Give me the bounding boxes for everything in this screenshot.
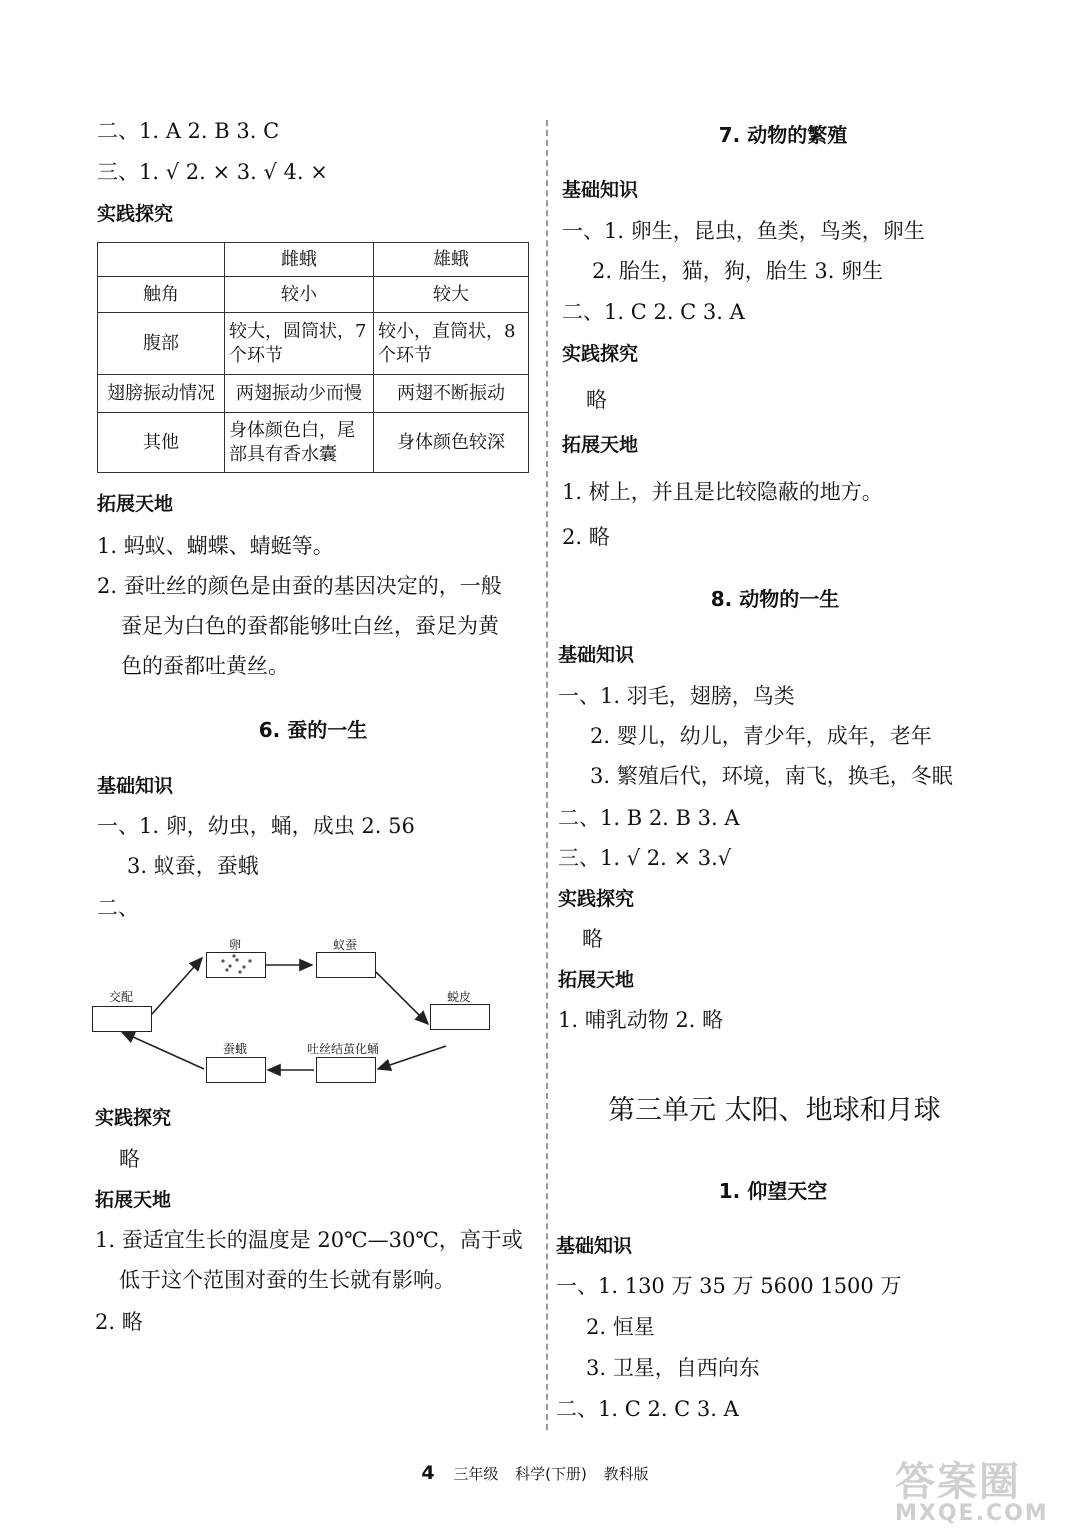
footer-grade: 三年级 (453, 1465, 499, 1483)
unit-title: 第三单元 太阳、地球和月球 (608, 1095, 941, 1126)
table-cell: 身体颜色白，尾部具有香水囊 (225, 413, 374, 473)
answer-line: 略 (119, 1147, 140, 1171)
watermark-domain: MXQE.COM (895, 1501, 1049, 1526)
answer-line: 1. 蚕适宜生长的温度是 20℃—30℃，高于或 (95, 1228, 523, 1252)
answer-line: 略 (586, 388, 607, 412)
answer-line: 低于这个范围对蚕的生长就有影响。 (119, 1268, 455, 1292)
answer-line: 色的蚕都吐黄丝。 (121, 654, 289, 678)
answer-line: 2. 胎生，猫，狗，胎生 3. 卵生 (592, 259, 884, 283)
answer-line: 二、1. C 2. C 3. A (556, 1397, 739, 1421)
diagram-label: 吐丝结茧化蛹 (307, 1042, 380, 1056)
diagram-box (316, 1057, 376, 1083)
answer-line: 2. 略 (95, 1310, 143, 1334)
diagram-label: 交配 (109, 990, 134, 1004)
table-cell: 较大，圆筒状，7个环节 (225, 313, 374, 375)
answer-line: 3. 卫星，自西向东 (586, 1356, 760, 1380)
column-divider (546, 120, 548, 1430)
diagram-box (206, 1057, 266, 1083)
answer-line: 3. 繁殖后代，环境，南飞，换毛，冬眠 (590, 764, 953, 788)
table-cell: 较大 (374, 277, 529, 313)
arrow (378, 1046, 446, 1069)
diagram-box (316, 952, 376, 978)
table-cell: 其他 (98, 413, 225, 473)
watermark (895, 1450, 1049, 1526)
section-heading: 实践探究 (562, 343, 639, 365)
section-heading: 拓展天地 (97, 493, 174, 515)
diagram-label: 蚁蚕 (333, 938, 358, 952)
section-heading: 实践探究 (95, 1107, 172, 1129)
answer-line: 2. 略 (562, 525, 610, 549)
table-cell: 雄蛾 (374, 243, 529, 277)
answer-line: 2. 恒星 (586, 1315, 655, 1339)
diagram-box-egg (206, 952, 266, 978)
answer-line: 一、1. 卵，幼虫，蛹，成虫 2. 56 (97, 814, 415, 838)
answer-line: 3. 蚁蚕，蚕蛾 (127, 854, 259, 878)
page-number: 4 (421, 1462, 435, 1484)
footer-edition: 教科版 (603, 1465, 649, 1483)
section-heading: 拓展天地 (558, 969, 635, 991)
table-cell: 翅膀振动情况 (98, 375, 225, 413)
answer-line: 三、1. √ 2. × 3.√ (558, 846, 732, 870)
lesson-title: 7. 动物的繁殖 (718, 123, 848, 147)
table-cell: 身体颜色较深 (374, 413, 529, 473)
answer-line: 1. 蚂蚁、蝴蝶、蜻蜓等。 (97, 534, 334, 558)
diagram-box (92, 1006, 152, 1032)
diagram-box (430, 1004, 490, 1030)
diagram-label: 卵 (229, 938, 242, 952)
lesson-title: 1. 仰望天空 (718, 1179, 828, 1203)
section-heading: 基础知识 (97, 775, 174, 797)
table-cell: 腹部 (98, 313, 225, 375)
diagram-label: 蚕蛾 (223, 1042, 248, 1056)
answer-line: 2. 婴儿，幼儿，青少年，成年，老年 (590, 724, 932, 748)
table-cell: 较小 (225, 277, 374, 313)
section-heading: 拓展天地 (562, 434, 639, 456)
answer-line: 一、1. 羽毛，翅膀，鸟类 (558, 684, 795, 708)
table-cell: 较小，直筒状，8个环节 (374, 313, 529, 375)
table-cell: 两翅不断振动 (374, 375, 529, 413)
table-cell: 触角 (98, 277, 225, 313)
answer-line: 二、1. B 2. B 3. A (558, 806, 740, 830)
lesson-title: 6. 蚕的一生 (258, 718, 368, 742)
diagram-label: 蜕皮 (447, 990, 472, 1004)
arrow (376, 972, 428, 1024)
answer-line: 1. 哺乳动物 2. 略 (558, 1008, 724, 1032)
answer-line: 2. 蚕吐丝的颜色是由蚕的基因决定的，一般 (97, 574, 502, 598)
answer-line: 一、1. 卵生，昆虫，鱼类，鸟类，卵生 (562, 219, 925, 243)
arrow (152, 958, 202, 1014)
table-cell: 雌蛾 (225, 243, 374, 277)
answer-line: 略 (582, 927, 603, 951)
table-cell: 两翅振动少而慢 (225, 375, 374, 413)
answer-line: 二、1. A 2. B 3. C (97, 119, 280, 143)
section-heading: 拓展天地 (95, 1189, 172, 1211)
watermark-text: 答案圈 (895, 1459, 1021, 1505)
section-heading: 基础知识 (562, 179, 639, 201)
answer-line: 二、 (97, 896, 139, 920)
footer-subject: 科学(下册) (515, 1465, 587, 1483)
lesson-title: 8. 动物的一生 (710, 587, 840, 611)
answer-line: 三、1. √ 2. × 3. √ 4. × (97, 160, 328, 184)
answer-line: 1. 树上，并且是比较隐蔽的地方。 (562, 480, 883, 504)
section-heading: 基础知识 (556, 1235, 633, 1257)
section-heading: 实践探究 (97, 203, 174, 225)
answer-line: 蚕足为白色的蚕都能够吐白丝，蚕足为黄 (121, 614, 499, 638)
arrow (122, 1032, 204, 1069)
answer-line: 一、1. 130 万 35 万 5600 1500 万 (556, 1274, 902, 1298)
section-heading: 实践探究 (558, 888, 635, 910)
section-heading: 基础知识 (558, 644, 635, 666)
answer-line: 二、1. C 2. C 3. A (562, 300, 745, 324)
